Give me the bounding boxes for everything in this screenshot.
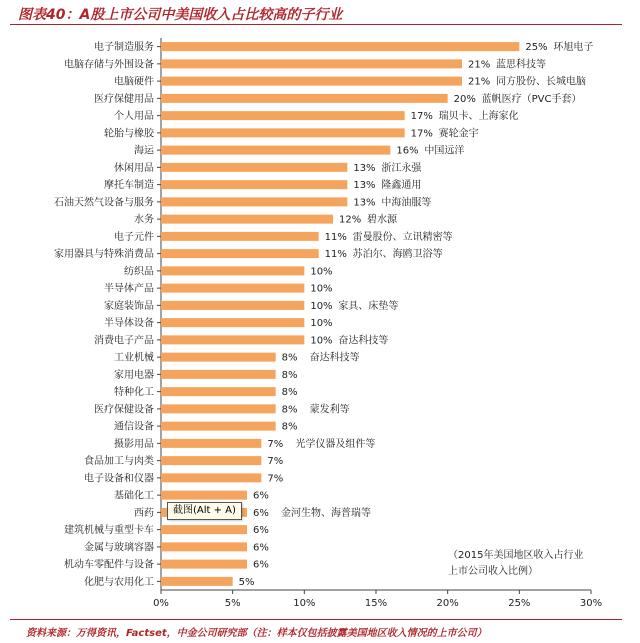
company-annotation: 蓝帆医疗（PVC手套） xyxy=(481,93,582,105)
bar xyxy=(161,491,247,500)
category-label: 电子制造服务 xyxy=(94,42,154,54)
value-label: 7% xyxy=(267,456,284,468)
category-label: 基础化工 xyxy=(114,490,154,502)
category-label: 家用电器 xyxy=(114,369,154,381)
bar xyxy=(161,94,448,103)
x-tick-label: 30% xyxy=(579,598,603,609)
chart-note: 上市公司收入比例） xyxy=(448,566,538,577)
company-annotation: 苏泊尔、海鸥卫浴等 xyxy=(352,249,443,261)
bar xyxy=(161,163,347,172)
category-label: 纺织品 xyxy=(124,266,154,278)
bar xyxy=(161,301,304,310)
value-label: 10% xyxy=(310,335,333,347)
category-label: 轮胎与橡胶 xyxy=(104,128,154,140)
company-annotation: 浙江永强 xyxy=(381,162,422,174)
value-label: 10% xyxy=(310,318,333,330)
company-annotation: 奋达科技等 xyxy=(338,335,389,347)
category-label: 工业机械 xyxy=(114,352,154,364)
value-label: 11% xyxy=(324,231,347,243)
bar xyxy=(161,353,276,362)
category-label: 家用器具与特殊消费品 xyxy=(54,249,154,261)
bar xyxy=(161,59,462,68)
x-tick-label: 5% xyxy=(224,598,241,609)
value-label: 21% xyxy=(468,59,491,71)
value-label: 17% xyxy=(410,128,433,140)
bar xyxy=(161,128,405,137)
company-annotation: 同方股份、长城电脑 xyxy=(496,76,586,88)
company-annotation: 家具、床垫等 xyxy=(338,300,399,312)
x-tick-label: 25% xyxy=(508,598,531,609)
bar xyxy=(161,77,462,86)
bar xyxy=(161,215,333,224)
category-label: 半导体设备 xyxy=(104,318,154,330)
category-label: 特种化工 xyxy=(114,387,154,399)
company-annotation: 赛轮金宇 xyxy=(438,128,479,140)
bar xyxy=(161,284,304,293)
bar xyxy=(161,422,276,431)
category-label: 电脑硬件 xyxy=(114,76,154,88)
value-label: 8% xyxy=(281,352,298,364)
value-label: 7% xyxy=(267,473,284,485)
value-label: 16% xyxy=(396,145,419,157)
category-label: 西药 xyxy=(134,507,154,519)
company-annotation: 蒙发利等 xyxy=(309,404,350,416)
value-label: 6% xyxy=(253,559,269,571)
category-label: 摩托车制造 xyxy=(104,180,154,192)
footer-divider xyxy=(10,619,622,620)
category-label: 水务 xyxy=(134,214,154,226)
company-annotation: 雷曼股份、立讯精密等 xyxy=(352,231,453,243)
category-label: 电脑存储与外围设备 xyxy=(64,59,154,71)
category-label: 消费电子产品 xyxy=(94,335,154,347)
bar xyxy=(161,42,519,51)
bar xyxy=(161,404,276,413)
x-tick-label: 15% xyxy=(364,598,388,609)
company-annotation: 金河生物、海普瑞等 xyxy=(281,507,371,519)
company-annotation: 环旭电子 xyxy=(553,42,594,54)
value-label: 13% xyxy=(353,180,376,192)
x-tick-label: 10% xyxy=(293,598,316,609)
company-annotation: 蓝思科技等 xyxy=(496,59,546,71)
bar xyxy=(161,439,261,448)
value-label: 20% xyxy=(453,93,476,105)
value-label: 10% xyxy=(310,266,333,278)
value-label: 12% xyxy=(339,214,362,226)
company-annotation: 光学仪器及组件等 xyxy=(295,438,376,450)
value-label: 8% xyxy=(281,369,298,381)
bar xyxy=(161,560,247,569)
value-label: 10% xyxy=(310,300,333,312)
bar xyxy=(161,249,319,258)
source-note: 资料来源：万得资讯，Factset，中金公司研究部（注：样本仅包括披露美国地区收入情况的上市公司） xyxy=(26,628,487,639)
bar xyxy=(161,473,261,482)
bar xyxy=(161,525,247,534)
company-annotation: 隆鑫通用 xyxy=(381,180,422,192)
bar xyxy=(161,335,304,344)
value-label: 8% xyxy=(281,387,298,399)
screenshot-tooltip: 截图(Alt + A) xyxy=(167,502,242,520)
category-label: 机动车零配件与设备 xyxy=(64,559,154,571)
bar xyxy=(161,370,276,379)
x-tick-label: 20% xyxy=(436,598,459,609)
value-label: 6% xyxy=(253,507,269,519)
bar xyxy=(161,266,304,275)
company-annotation: 奋达科技等 xyxy=(309,352,360,364)
company-annotation: 碧水源 xyxy=(367,214,397,226)
value-label: 8% xyxy=(281,404,298,416)
value-label: 21% xyxy=(468,76,491,88)
category-label: 个人用品 xyxy=(114,111,154,123)
category-label: 电子元件 xyxy=(114,231,154,243)
bar xyxy=(161,180,347,189)
value-label: 7% xyxy=(267,438,284,450)
company-annotation: 中海油服等 xyxy=(381,197,432,209)
bar xyxy=(161,197,347,206)
company-annotation: 瑞贝卡、上海家化 xyxy=(438,111,519,123)
category-label: 石油天然气设备与服务 xyxy=(54,197,154,209)
bar xyxy=(161,456,261,465)
x-tick-label: 0% xyxy=(153,598,169,609)
company-annotation: 中国远洋 xyxy=(424,145,465,157)
bar xyxy=(161,318,304,327)
category-label: 海运 xyxy=(134,145,154,157)
value-label: 25% xyxy=(525,42,548,54)
value-label: 8% xyxy=(281,421,298,433)
value-label: 10% xyxy=(310,283,333,295)
category-label: 家庭装饰品 xyxy=(104,300,154,312)
value-label: 6% xyxy=(253,490,269,502)
category-label: 化肥与农用化工 xyxy=(84,576,154,588)
chart-title: 图表40：A股上市公司中美国收入占比较高的子行业 xyxy=(18,7,343,23)
bar xyxy=(161,232,319,241)
category-label: 通信设备 xyxy=(114,421,154,433)
bar xyxy=(161,542,247,551)
value-label: 6% xyxy=(253,542,269,554)
chart-note: （2015年美国地区收入占行业 xyxy=(448,550,584,561)
value-label: 13% xyxy=(353,197,376,209)
value-label: 17% xyxy=(410,111,433,123)
bar xyxy=(161,111,405,120)
category-label: 医疗保健设备 xyxy=(94,404,154,416)
value-label: 13% xyxy=(353,162,376,174)
category-label: 金属与玻璃容器 xyxy=(84,542,154,554)
value-label: 5% xyxy=(238,576,255,588)
category-label: 摄影用品 xyxy=(114,438,154,450)
category-label: 食品加工与肉类 xyxy=(84,456,154,468)
category-label: 电子设备和仪器 xyxy=(84,473,154,485)
category-label: 半导体产品 xyxy=(104,283,154,295)
bar xyxy=(161,387,276,396)
category-label: 休闲用品 xyxy=(114,162,154,174)
value-label: 6% xyxy=(253,525,269,537)
bar xyxy=(161,577,233,586)
bar xyxy=(161,146,390,155)
category-label: 建筑机械与重型卡车 xyxy=(64,525,154,537)
value-label: 11% xyxy=(324,249,347,261)
category-label: 医疗保健用品 xyxy=(94,93,154,105)
